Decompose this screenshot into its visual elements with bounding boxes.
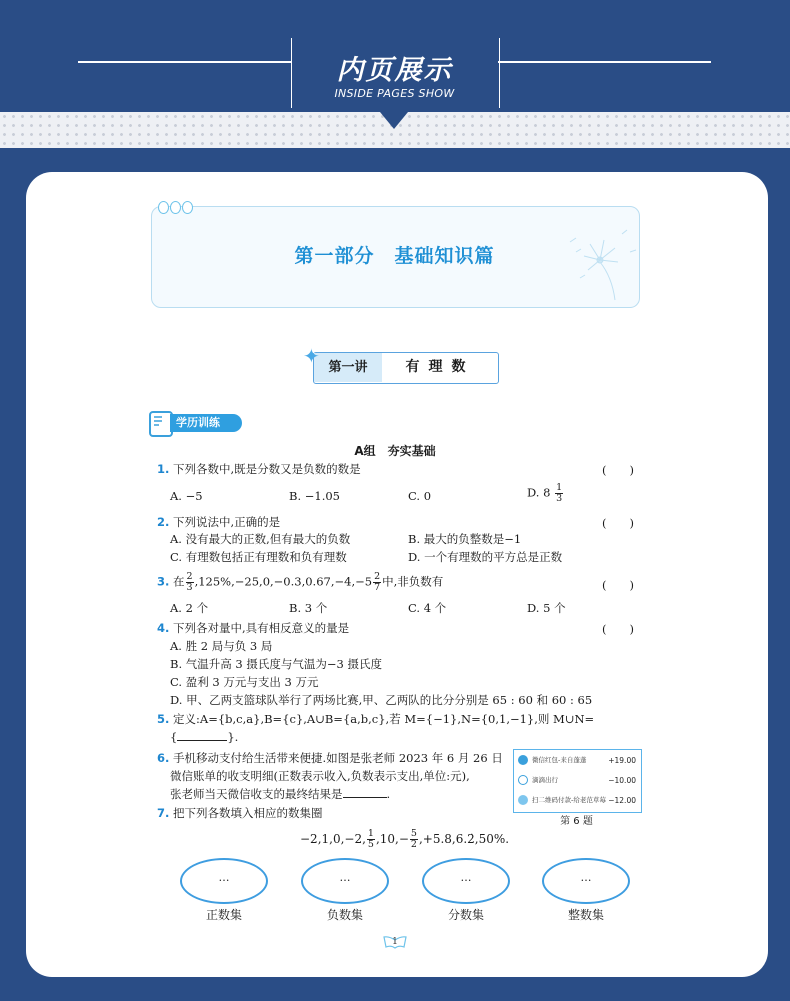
question-text: 中,非负数有: [382, 574, 444, 589]
question-5-answer-line: [170, 730, 238, 745]
option-d-text: D. 8: [527, 485, 551, 500]
answer-blank[interactable]: [343, 787, 387, 798]
numbers-text: ,10,−: [375, 832, 409, 846]
question-6-line-1: [157, 751, 503, 766]
set-label: 分数集: [447, 908, 484, 922]
question-3-stem: [157, 572, 443, 593]
bill-row: [516, 791, 638, 810]
bill-value: +19.00: [608, 756, 636, 765]
qr-payment-icon: [518, 795, 528, 805]
set-label: 整数集: [567, 908, 604, 922]
binder-rings: [158, 199, 194, 218]
figure-caption: 第 6 题: [560, 816, 593, 827]
question-number: 5.: [157, 712, 170, 726]
option-d: D. 甲、乙两支篮球队举行了两场比赛,甲、乙两队的比分分别是 65 : 60 和 60 : 65: [170, 693, 593, 707]
question-text: 把下列各数填入相应的数集圈: [173, 806, 323, 820]
header-left-rule: [78, 61, 291, 63]
section-tag: 学历训练: [170, 414, 242, 432]
question-6-line-2: 微信账单的收支明细(正数表示收入,负数表示支出,单位:元),: [170, 769, 470, 783]
lecture-name: 有理数: [405, 359, 475, 375]
option-c: C. 0: [408, 489, 432, 503]
brace-close: }.: [227, 730, 239, 744]
question-number: 4.: [157, 621, 170, 635]
option-d: [527, 483, 564, 504]
option-c: C. 4 个: [408, 601, 447, 615]
question-2-stem: [157, 515, 280, 530]
group-title: A组 夯实基础: [354, 444, 436, 458]
option-d: D. 5 个: [527, 601, 566, 615]
header-subtitle: INSIDE PAGES SHOW: [334, 87, 455, 100]
bill-label: 滴滴出行: [532, 776, 558, 784]
part-title: 第一部分 基础知识篇: [294, 245, 495, 267]
ring-icon: [158, 201, 169, 214]
positive-set-ellipse[interactable]: …: [180, 858, 268, 904]
answer-paren: ( ): [602, 622, 634, 636]
question-text: 在: [173, 574, 185, 589]
star-icon: ✦: [303, 344, 320, 368]
option-a: A. 没有最大的正数,但有最大的负数: [170, 532, 351, 546]
fraction: $\frac{5}{2}$: [410, 828, 417, 850]
question-text: 下列各数中,既是分数又是负数的数是: [173, 462, 361, 476]
numbers-text: ,+5.8,6.2̇,50%.: [418, 832, 510, 846]
header-right-rule: [498, 61, 711, 63]
set-label: 负数集: [326, 908, 363, 922]
question-number: 6.: [157, 751, 170, 765]
question-text: 下列各对量中,具有相反意义的量是: [173, 621, 350, 635]
option-b: B. 气温升高 3 摄氏度与气温为−3 摄氏度: [170, 657, 382, 671]
bill-row: [516, 751, 638, 770]
dandelion-icon: [560, 222, 640, 302]
option-a: A. 胜 2 局与负 3 局: [170, 639, 273, 653]
fraction: $\frac{1}{5}$: [367, 828, 374, 850]
answer-paren: ( ): [602, 463, 634, 477]
question-number: 2.: [157, 515, 170, 529]
answer-paren: ( ): [602, 516, 634, 530]
wechat-bill-table: [513, 749, 642, 813]
option-a: A. −5: [170, 489, 203, 503]
red-packet-icon: [518, 755, 528, 765]
bill-value: −12.00: [608, 796, 636, 805]
question-7-stem: [157, 806, 323, 821]
integer-set-ellipse[interactable]: …: [542, 858, 630, 904]
period: .: [386, 787, 391, 801]
question-number: 7.: [157, 806, 170, 820]
bill-value: −10.00: [608, 776, 636, 785]
fraction: $\frac{2}{7}$: [374, 571, 381, 593]
question-number: 3.: [157, 574, 170, 589]
option-b: B. 最大的负整数是−1: [408, 532, 522, 546]
option-b: B. 3 个: [289, 601, 328, 615]
option-c: C. 盈利 3 万元与支出 3 万元: [170, 675, 319, 689]
question-4-stem: [157, 621, 349, 636]
header-title: 内页展示: [336, 55, 453, 86]
fraction: $\frac{2}{3}$: [186, 571, 193, 593]
question-text: 定义:A={b,c,a},B={c},A∪B={a,b,c},若 M={−1},N={0,1,−1},则 M∪N=: [173, 712, 595, 726]
answer-paren: ( ): [602, 578, 634, 592]
bill-row: [516, 771, 638, 790]
option-b: B. −1.05: [289, 489, 341, 503]
page-number: 1: [392, 937, 398, 947]
bill-label: 微信红包-来自蓬蓬: [532, 756, 587, 764]
option-c: C. 有理数包括正有理数和负有理数: [170, 550, 347, 564]
question-6-line-3: [170, 787, 390, 802]
answer-blank[interactable]: [177, 730, 227, 741]
question-text: ,125%,−25,0,−0.3,0.67,−4,−5: [194, 574, 373, 589]
number-list: [300, 829, 509, 850]
question-text: 手机移动支付给生活带来便捷.如图是张老师 2023 年 6 月 26 日: [173, 751, 503, 765]
option-a: A. 2 个: [170, 601, 209, 615]
numbers-text: −2,1,0,−2,: [300, 832, 366, 846]
question-text: 张老师当天微信收支的最终结果是: [170, 787, 343, 801]
question-5-stem: [157, 712, 594, 727]
fraction: $\frac{1}{3}$: [556, 482, 563, 504]
ring-icon: [170, 201, 181, 214]
question-number: 1.: [157, 462, 170, 476]
bill-label: 扫二维码付款-给老范草莓: [532, 796, 606, 804]
fraction-set-ellipse[interactable]: …: [422, 858, 510, 904]
brace-open: {: [170, 730, 178, 744]
ring-icon: [182, 201, 193, 214]
taxi-icon: [518, 775, 528, 785]
negative-set-ellipse[interactable]: …: [301, 858, 389, 904]
option-d: D. 一个有理数的平方总是正数: [408, 550, 563, 564]
question-1-stem: [157, 462, 361, 477]
set-label: 正数集: [205, 908, 242, 922]
header-notch: [380, 112, 408, 129]
lecture-number: 第一讲: [314, 353, 382, 382]
question-text: 下列说法中,正确的是: [173, 515, 281, 529]
